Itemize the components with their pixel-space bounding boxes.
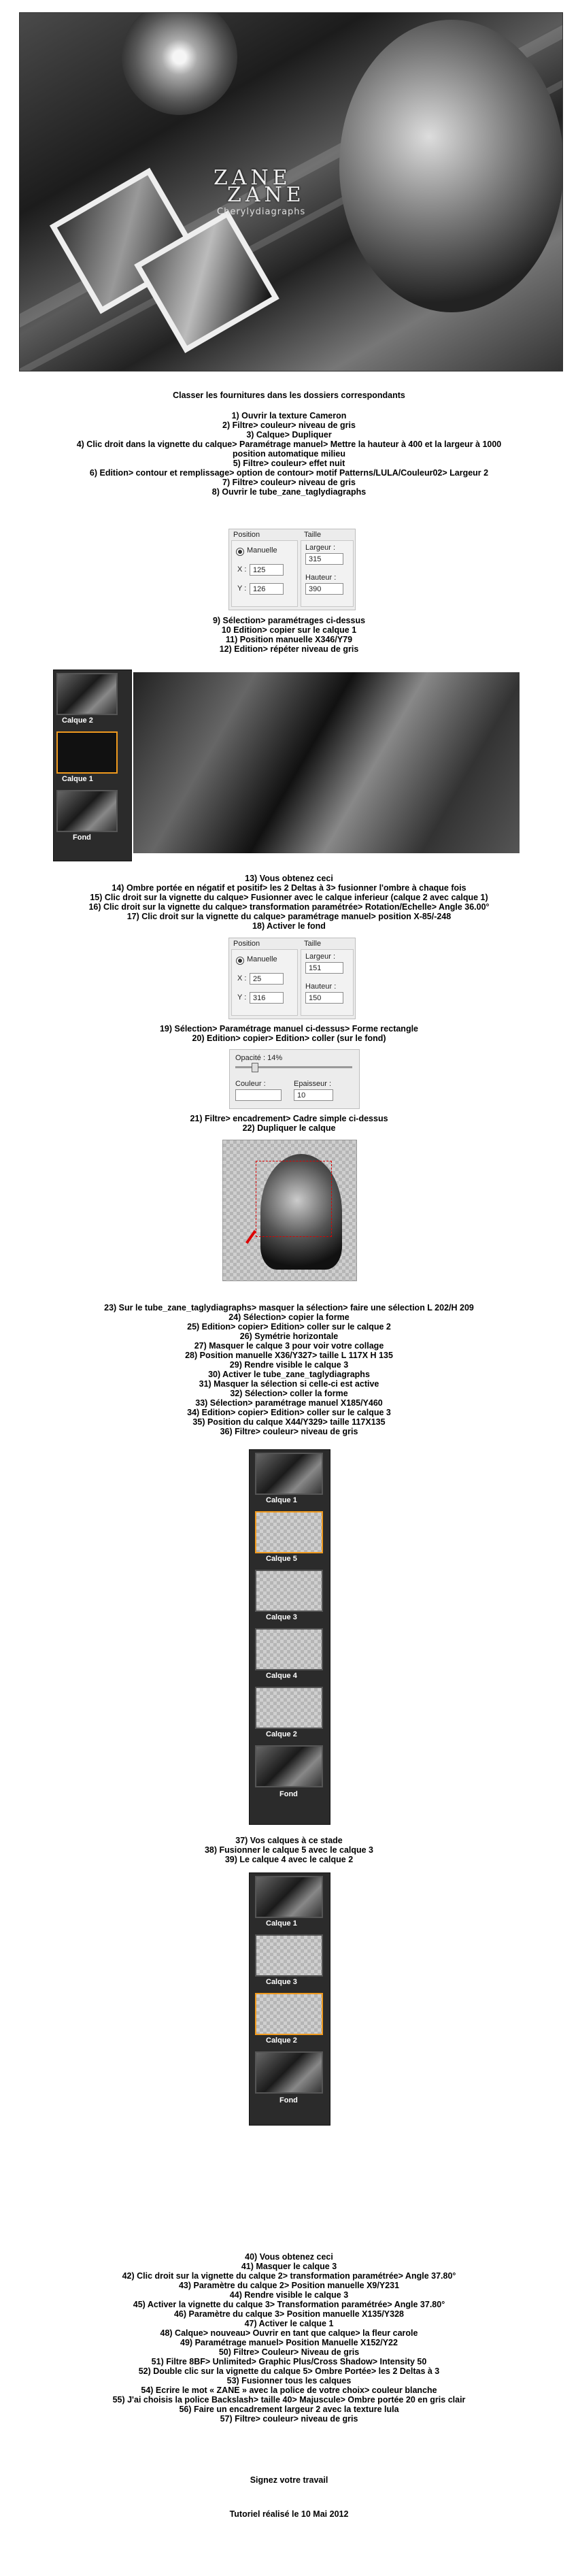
steps-9-12: 9) Sélection> paramétrages ci-dessus 10 Edition> copier sur le calque 1 11) Position manuelle X346/Y79 12) Edition> répéter niveau de gris — [212, 616, 366, 654]
layers-palette-3 — [249, 1872, 330, 2126]
largeur-input[interactable]: 315 — [305, 553, 343, 565]
taille-label: Taille — [304, 940, 322, 948]
hero-subtitle: Cherylydiagraphs — [217, 207, 306, 217]
y-input[interactable]: 316 — [250, 992, 284, 1004]
manual-radio[interactable] — [236, 548, 244, 556]
manual-radio[interactable] — [236, 957, 244, 965]
layer-label: Calque 3 — [266, 1978, 297, 1986]
woman-portrait — [339, 20, 563, 312]
layer-label: Calque 5 — [266, 1555, 297, 1563]
steps-23-36: 23) Sur le tube_zane_taglydiagraphs> masquer la sélection> faire une sélection L 202/H 209 24) Sélection> copier la forme 25) Edition> copier> Edition> coller sur le calque 2 26) Symétrie horizontale 27) Masquer le calque 3 pour voir votre collage 28) Position manuelle X36/Y327> taille L 117X H 135 29) Rendre visible le calque 3 30) Activer le tube_zane_taglydiagraphs 31) Masquer la sélection si celle-ci est active 32) Sélection> coller la forme 33) Sélection> paramétrage manuel X185/Y460 34) Edition> copier> Edition> coller sur le calque 3 35) Position du calque X44/Y329> taille 117X135 36) Filtre> couleur> niveau de gris — [104, 1303, 474, 1436]
layer-thumbnail[interactable] — [255, 1453, 323, 1495]
layers-palette-1 — [53, 670, 132, 861]
layer-label: Calque 1 — [266, 1919, 297, 1928]
layer-thumbnail[interactable] — [255, 1934, 323, 1977]
steps-1-8: 1) Ouvrir la texture Cameron 2) Filtre> couleur> niveau de gris 3) Calque> Dupliquer 4) Clic droit dans la vignette du calque> Paramétrage manuel> Mettre la hauteur à 400 et la largeur à 1000 position automatique milieu 5) Filtre> couleur> effet nuit 6) Edition> contour et remplissage> option de contour> motif Patterns/LULA/Couleur02> Largeur 2 7) Filtre> couleur> niveau de gris 8) Ouvrir le tube_zane_taglydiagraphs — [76, 411, 502, 497]
frame-dialog — [229, 1049, 360, 1109]
layer-thumbnail[interactable] — [56, 731, 118, 774]
x-label: X : — [237, 565, 247, 574]
result-image-1 — [133, 672, 520, 853]
position-size-dialog-1 — [228, 529, 356, 610]
position-label: Position — [233, 531, 260, 539]
layer-label: Fond — [279, 2096, 298, 2104]
selection-marquee — [256, 1161, 332, 1237]
layer-label: Calque 2 — [266, 1730, 297, 1738]
largeur-input[interactable]: 151 — [305, 962, 343, 974]
layer-label: Calque 3 — [266, 1613, 297, 1621]
layer-label: Fond — [279, 1790, 298, 1798]
layer-thumbnail[interactable] — [255, 1570, 323, 1612]
hero-banner — [19, 12, 563, 371]
intro-text: Classer les fournitures dans les dossiers correspondants — [173, 391, 405, 400]
sign-text: Signez votre travail — [250, 2475, 328, 2485]
largeur-label: Largeur : — [305, 544, 336, 552]
slider-handle[interactable] — [252, 1063, 258, 1072]
layer-label: Calque 2 — [62, 716, 93, 725]
hauteur-input[interactable]: 390 — [305, 583, 343, 595]
thickness-label: Epaisseur : — [294, 1080, 332, 1088]
hero-title-1: ZANE — [214, 166, 292, 190]
thickness-input[interactable]: 10 — [294, 1089, 333, 1101]
taille-label: Taille — [304, 531, 322, 539]
y-label: Y : — [237, 993, 247, 1002]
layers-palette-2 — [249, 1449, 330, 1825]
color-dropdown[interactable] — [235, 1089, 282, 1101]
manual-label: Manuelle — [247, 546, 277, 555]
position-group — [231, 540, 298, 607]
hauteur-label: Hauteur : — [305, 982, 337, 991]
layer-thumbnail[interactable] — [255, 1745, 323, 1787]
layer-thumbnail[interactable] — [255, 1687, 323, 1729]
layer-thumbnail[interactable] — [255, 2051, 323, 2094]
layer-label: Calque 1 — [62, 775, 93, 783]
layer-thumbnail[interactable] — [255, 1511, 323, 1553]
layer-label: Calque 1 — [266, 1496, 297, 1504]
steps-40-57: 40) Vous obtenez ceci 41) Masquer le calque 3 42) Clic droit sur la vignette du calque 2> transformation paramétrée> Angle 37.80° 43) Paramètre du calque 2> Position manuelle X9/Y231 44) Rendre visible le calque 3 45) Activer la vignette du calque 3> Transformation paramétrée> Angle 37.80° 46) Paramètre du calque 3> Position manuelle X135/Y328 47) Activer le calque 1 48) Calque> nouveau> Ouvrir en tant que calque> la fleur carole 49) Paramétrage manuel> Position Manuelle X152/Y22 50) Filtre> Couleur> Niveau de gris 51) Filtre 8BF> Unlimited> Graphic Plus/Cross Shadow> Intensity 50 52) Double clic sur la vignette du calque 5> Ombre Portée> les 2 Deltas à 3 53) Fusionner tous les calques 54) Ecrire le mot « ZANE » avec la police de votre choix> couleur blanche 55) J'ai choisis la police Backslash> taille 40> Majuscule> Ombre portée 20 en gris clair 56) Faire un encadrement largeur 2 avec la texture lula 57) Filtre> couleur> niveau de gris — [112, 2252, 466, 2424]
color-label: Couleur : — [235, 1080, 266, 1088]
steps-37-39: 37) Vos calques à ce stade 38) Fusionner le calque 5 avec le calque 3 39) Le calque 4 avec le calque 2 — [204, 1836, 374, 1864]
layer-thumbnail[interactable] — [56, 673, 118, 715]
layer-thumbnail[interactable] — [255, 1993, 323, 2035]
y-label: Y : — [237, 584, 247, 593]
hero-title-2: ZANE — [227, 183, 305, 207]
position-label: Position — [233, 940, 260, 948]
layer-thumbnail[interactable] — [56, 790, 118, 832]
layer-label: Calque 2 — [266, 2036, 297, 2045]
opacity-label: Opacité : 14% — [235, 1054, 283, 1062]
hauteur-label: Hauteur : — [305, 574, 337, 582]
x-input[interactable]: 25 — [250, 973, 284, 985]
x-label: X : — [237, 974, 247, 982]
steps-13-18: 13) Vous obtenez ceci 14) Ombre portée en négatif et positif> les 2 Deltas à 3> fusionner l'ombre à chaque fois 15) Clic droit sur la vignette du calque> Fusionner avec le calque inferieur (calque 2 avec calque 1) 16) Clic droit sur la vignette du calque> transformation paramétrée> Rotation/Echelle> Angle 36.00° 17) Clic droit sur la vignette du calque> paramétrage manuel> position X-85/-248 18) Activer le fond — [88, 874, 490, 931]
size-group — [301, 949, 354, 1016]
layer-thumbnail[interactable] — [255, 1876, 323, 1918]
size-group — [301, 540, 354, 607]
y-input[interactable]: 126 — [250, 583, 284, 595]
layer-thumbnail[interactable] — [255, 1628, 323, 1670]
x-input[interactable]: 125 — [250, 564, 284, 576]
flower-image — [122, 12, 237, 115]
footer-text: Tutoriel réalisé le 10 Mai 2012 — [229, 2509, 349, 2519]
steps-19-20: 19) Sélection> Paramétrage manuel ci-dessus> Forme rectangle 20) Edition> copier> Edition> coller (sur le fond) — [159, 1024, 419, 1043]
selection-image — [222, 1140, 357, 1281]
steps-21-22: 21) Filtre> encadrement> Cadre simple ci-dessus 22) Dupliquer le calque — [190, 1114, 388, 1133]
largeur-label: Largeur : — [305, 953, 336, 961]
position-group — [231, 949, 298, 1016]
red-arrow-icon — [245, 1230, 256, 1244]
position-size-dialog-2 — [228, 938, 356, 1019]
layer-label: Fond — [73, 833, 91, 842]
hauteur-input[interactable]: 150 — [305, 992, 343, 1004]
layer-label: Calque 4 — [266, 1672, 297, 1680]
manual-label: Manuelle — [247, 955, 277, 963]
